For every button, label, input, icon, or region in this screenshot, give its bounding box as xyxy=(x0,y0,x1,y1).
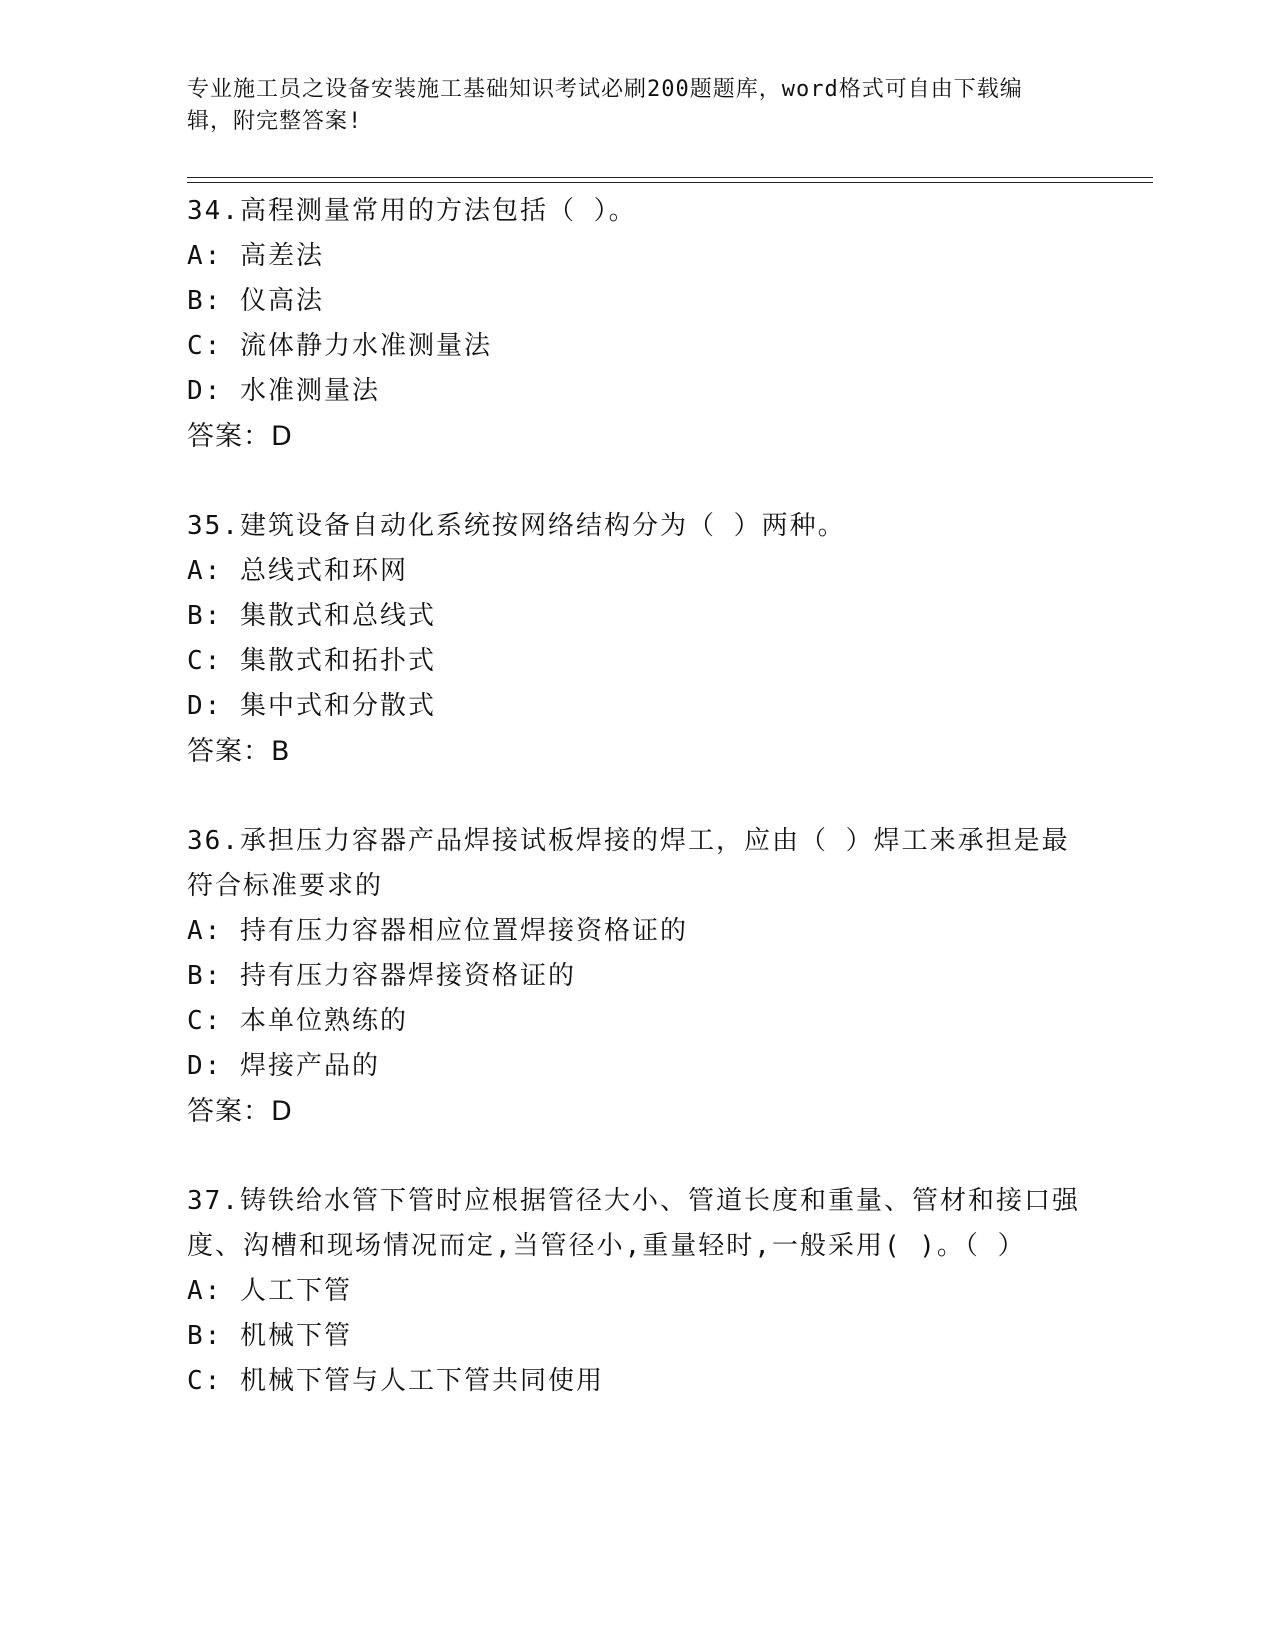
option-a: A: 人工下管 xyxy=(187,1276,352,1306)
question-text: 36.承担压力容器产品焊接试板焊接的焊工，应由（ ）焊工来承担是最符合标准要求的 xyxy=(187,826,1070,901)
question-37 xyxy=(187,1179,1087,1404)
option-c: C: 集散式和拓扑式 xyxy=(187,646,436,676)
option-b: B: 仪高法 xyxy=(187,286,324,316)
option-a: A: 总线式和环网 xyxy=(187,556,408,586)
question-36 xyxy=(187,819,1087,1134)
option-c: C: 本单位熟练的 xyxy=(187,1006,408,1036)
option-b: B: 集散式和总线式 xyxy=(187,601,436,631)
answer: 答案：D xyxy=(187,421,293,452)
question-text: 35.建筑设备自动化系统按网络结构分为（ ）两种。 xyxy=(187,511,846,541)
question-list xyxy=(187,189,1087,1449)
question-text: 37.铸铁给水管下管时应根据管径大小、管道长度和重量、管材和接口强度、沟槽和现场情况而定,当管径小,重量轻时,一般采用( )。（ ） xyxy=(187,1186,1080,1261)
option-d: D: 水准测量法 xyxy=(187,376,380,406)
option-c: C: 机械下管与人工下管共同使用 xyxy=(187,1366,604,1396)
option-a: A: 持有压力容器相应位置焊接资格证的 xyxy=(187,916,688,946)
answer: 答案：B xyxy=(187,736,291,767)
option-a: A: 高差法 xyxy=(187,241,324,271)
header-rule-bottom xyxy=(187,182,1153,183)
option-d: D: 焊接产品的 xyxy=(187,1051,380,1081)
option-d: D: 集中式和分散式 xyxy=(187,691,436,721)
header-rule-top xyxy=(187,177,1153,178)
option-b: B: 持有压力容器焊接资格证的 xyxy=(187,961,576,991)
question-34 xyxy=(187,189,1087,459)
answer: 答案：D xyxy=(187,1096,293,1127)
option-c: C: 流体静力水准测量法 xyxy=(187,331,492,361)
option-b: B: 机械下管 xyxy=(187,1321,352,1351)
question-35 xyxy=(187,504,1087,774)
document-header: 专业施工员之设备安装施工基础知识考试必刷200题题库，word格式可自由下载编辑，附完整答案! xyxy=(187,77,1023,134)
question-text: 34.高程测量常用的方法包括（ ）。 xyxy=(187,196,637,226)
